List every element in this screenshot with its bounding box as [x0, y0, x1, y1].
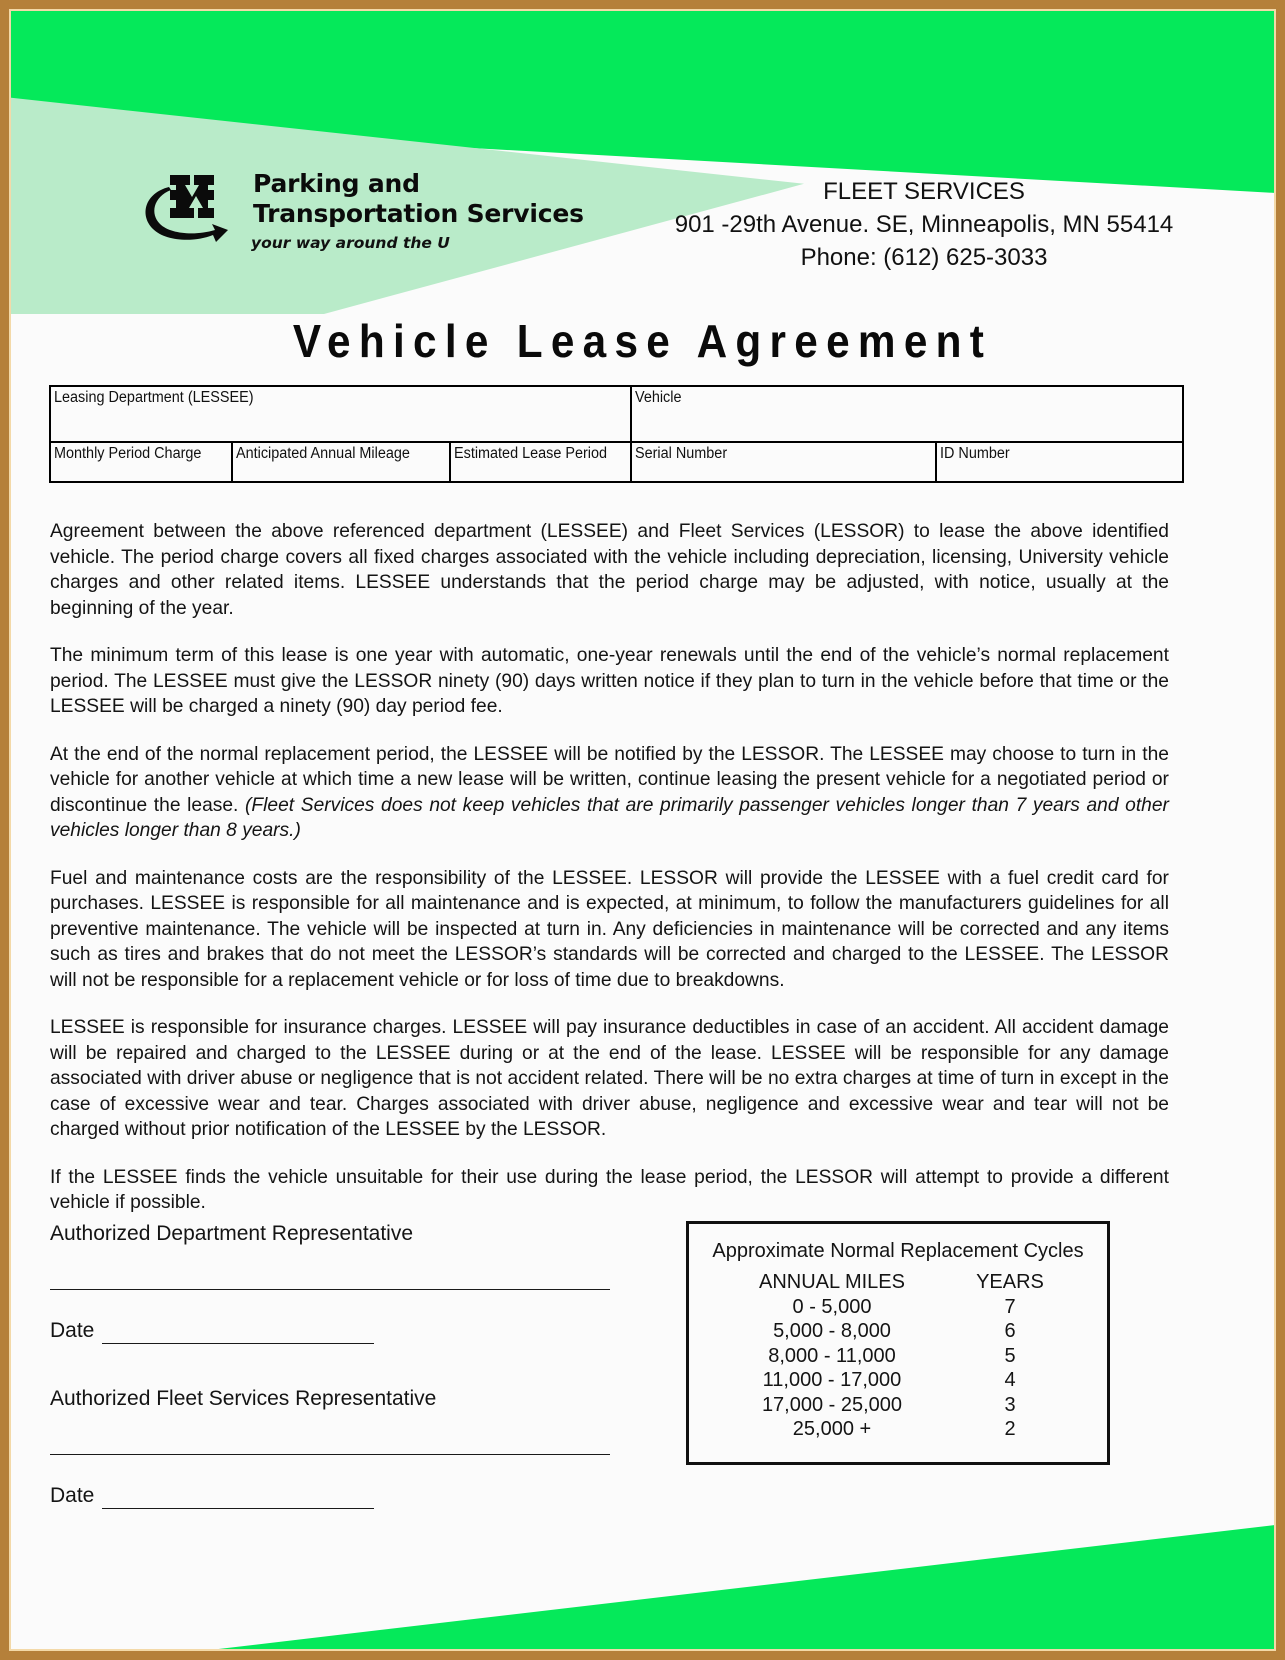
document-header — [9, 167, 1276, 277]
field-label: Leasing Department (LESSEE) — [54, 389, 254, 406]
signature-block — [50, 1221, 620, 1509]
dept-date-row — [50, 1318, 620, 1344]
table-row — [720, 1417, 1076, 1442]
replacement-cycles-body — [720, 1295, 1076, 1442]
field-label: Vehicle — [635, 389, 682, 406]
document-content — [9, 9, 1276, 1651]
org-name: FLEET SERVICES — [823, 178, 1025, 205]
page-title: Vehicle Lease Agreement — [292, 315, 993, 367]
paper-sheet — [9, 9, 1276, 1651]
paragraph-1: Agreement between the above referenced department (LESSEE) and Fleet Services (LESSOR) to lease the above identified vehicle. The period charge covers all fixed charges associated with the vehicle including depreciation, licensing, University vehicle charges and other related items. LESSEE understands that the period charge may be adjusted, with notice, usually at the beginning of the year. — [50, 520, 1169, 619]
cell-miles: 11,000 - 17,000 — [762, 1369, 902, 1391]
field-anticipated-annual-mileage[interactable] — [232, 442, 450, 482]
fleet-date-row — [50, 1483, 620, 1509]
field-label: ID Number — [940, 445, 1010, 462]
field-estimated-lease-period[interactable] — [450, 442, 631, 482]
cell-years: 6 — [1004, 1320, 1016, 1342]
fleet-services-contact-block — [629, 175, 1219, 274]
paragraph-2: The minimum term of this lease is one year with automatic, one-year renewals until the end of the vehicle’s normal replacement period. The LESSEE must give the LESSOR ninety (90) days written notice if they plan to turn in the vehicle before that time or the LESSEE will be charged a ninety (90) day period fee. — [50, 644, 1169, 717]
cell-years: 2 — [1004, 1418, 1016, 1440]
logo-line-1: Parking and — [253, 169, 420, 198]
dept-rep-label: Authorized Department Representative — [50, 1222, 414, 1245]
paragraph-4: Fuel and maintenance costs are the responsibility of the LESSEE. LESSOR will provide the LESSEE with a fuel credit card for purchases. LESSEE is responsible for all maintenance and is expected, at minimum, to follow the manufacturers guidelines for all preventive maintenance. The vehicle will be inspected at turn in. Any deficiencies in maintenance will be corrected and any items such as tires and brakes that do not meet the LESSOR’s standards will be corrected and charged to the LESSEE. The LESSOR will not be responsible for a replacement vehicle or for loss of time due to breakdowns. — [50, 866, 1169, 991]
cell-miles: 5,000 - 8,000 — [773, 1320, 891, 1342]
cell-years: 5 — [1004, 1344, 1016, 1367]
table-header-row — [720, 1270, 1076, 1295]
table-row — [720, 1368, 1076, 1393]
dept-date-label: Date — [50, 1319, 95, 1342]
university-m-logo-icon — [137, 169, 245, 245]
org-phone: Phone: (612) 625-3033 — [800, 244, 1048, 271]
column-header-years: YEARS — [976, 1271, 1044, 1293]
field-label: Monthly Period Charge — [54, 445, 202, 462]
paragraph-3 — [50, 742, 1169, 844]
cell-years: 7 — [1004, 1295, 1016, 1318]
cell-years: 4 — [1004, 1369, 1016, 1391]
field-label: Estimated Lease Period — [454, 445, 608, 462]
cell-years: 3 — [1004, 1393, 1016, 1416]
field-monthly-period-charge[interactable] — [50, 442, 232, 482]
lease-identification-table — [49, 385, 1184, 483]
logo-tagline: your way around the U — [251, 234, 450, 252]
field-vehicle[interactable] — [631, 386, 1183, 442]
replacement-cycles-box — [686, 1221, 1110, 1465]
cell-miles: 8,000 - 11,000 — [768, 1344, 896, 1367]
table-row — [50, 442, 1183, 482]
replacement-cycles-table — [720, 1270, 1076, 1442]
cell-miles: 17,000 - 25,000 — [761, 1393, 903, 1416]
logo-line-2: Transportation Services — [253, 199, 584, 228]
paragraph-3-note: (Fleet Services does not keep vehicles that are primarily passenger vehicles longer than 7 years and other vehicles longer than 8 years.) — [50, 793, 1169, 841]
table-row — [720, 1319, 1076, 1344]
cell-miles: 25,000 + — [792, 1418, 872, 1440]
paragraph-5: LESSEE is responsible for insurance charges. LESSEE will pay insurance deductibles in case of an accident. All accident damage will be repaired and charged to the LESSEE during or at the end of the lease. LESSEE will be responsible for any damage associated with driver abuse or negligence that is not accident related. There will be no extra charges at time of turn in except in the case of excessive wear and tear. Charges associated with driver abuse, negligence and excessive wear and tear will not be charged without prior notification of the LESSEE by the LESSOR. — [50, 1016, 1169, 1140]
table-row — [720, 1295, 1076, 1320]
field-serial-number[interactable] — [631, 442, 936, 482]
table-row — [50, 386, 1183, 442]
fleet-date-label: Date — [50, 1484, 95, 1507]
paragraph-6: If the LESSEE finds the vehicle unsuitable for their use during the lease period, the LESSOR will attempt to provide a different vehicle if possible. — [50, 1165, 1169, 1213]
field-label: Serial Number — [635, 445, 728, 462]
agreement-body — [50, 519, 1186, 1238]
logo-wordmark — [253, 167, 584, 229]
fleet-rep-label: Authorized Fleet Services Representative — [50, 1387, 437, 1410]
cell-miles: 0 - 5,000 — [792, 1295, 872, 1318]
field-id-number[interactable] — [936, 442, 1183, 482]
fleet-date-line[interactable] — [102, 1490, 374, 1509]
dept-date-line[interactable] — [102, 1325, 374, 1344]
field-label: Anticipated Annual Mileage — [236, 445, 410, 462]
paragraph-3-text: At the end of the normal replacement period, the LESSEE will be notified by the LESSOR. The LESSEE may choose to turn in the vehicle for another vehicle at which time a new lease will be written, continue leasing the present vehicle for a negotiated period or discontinue the lease. — [50, 742, 1169, 816]
table-row — [720, 1393, 1076, 1418]
table-row — [720, 1344, 1076, 1369]
column-header-annual-miles: ANNUAL MILES — [759, 1271, 905, 1293]
spacer — [50, 1344, 620, 1386]
field-leasing-department[interactable] — [50, 386, 631, 442]
replacement-cycles-title: Approximate Normal Replacement Cycles — [712, 1240, 1084, 1262]
fleet-rep-signature-line[interactable] — [50, 1454, 610, 1455]
dept-rep-signature-line[interactable] — [50, 1289, 610, 1290]
org-address: 901 -29th Avenue. SE, Minneapolis, MN 55414 — [674, 211, 1174, 238]
